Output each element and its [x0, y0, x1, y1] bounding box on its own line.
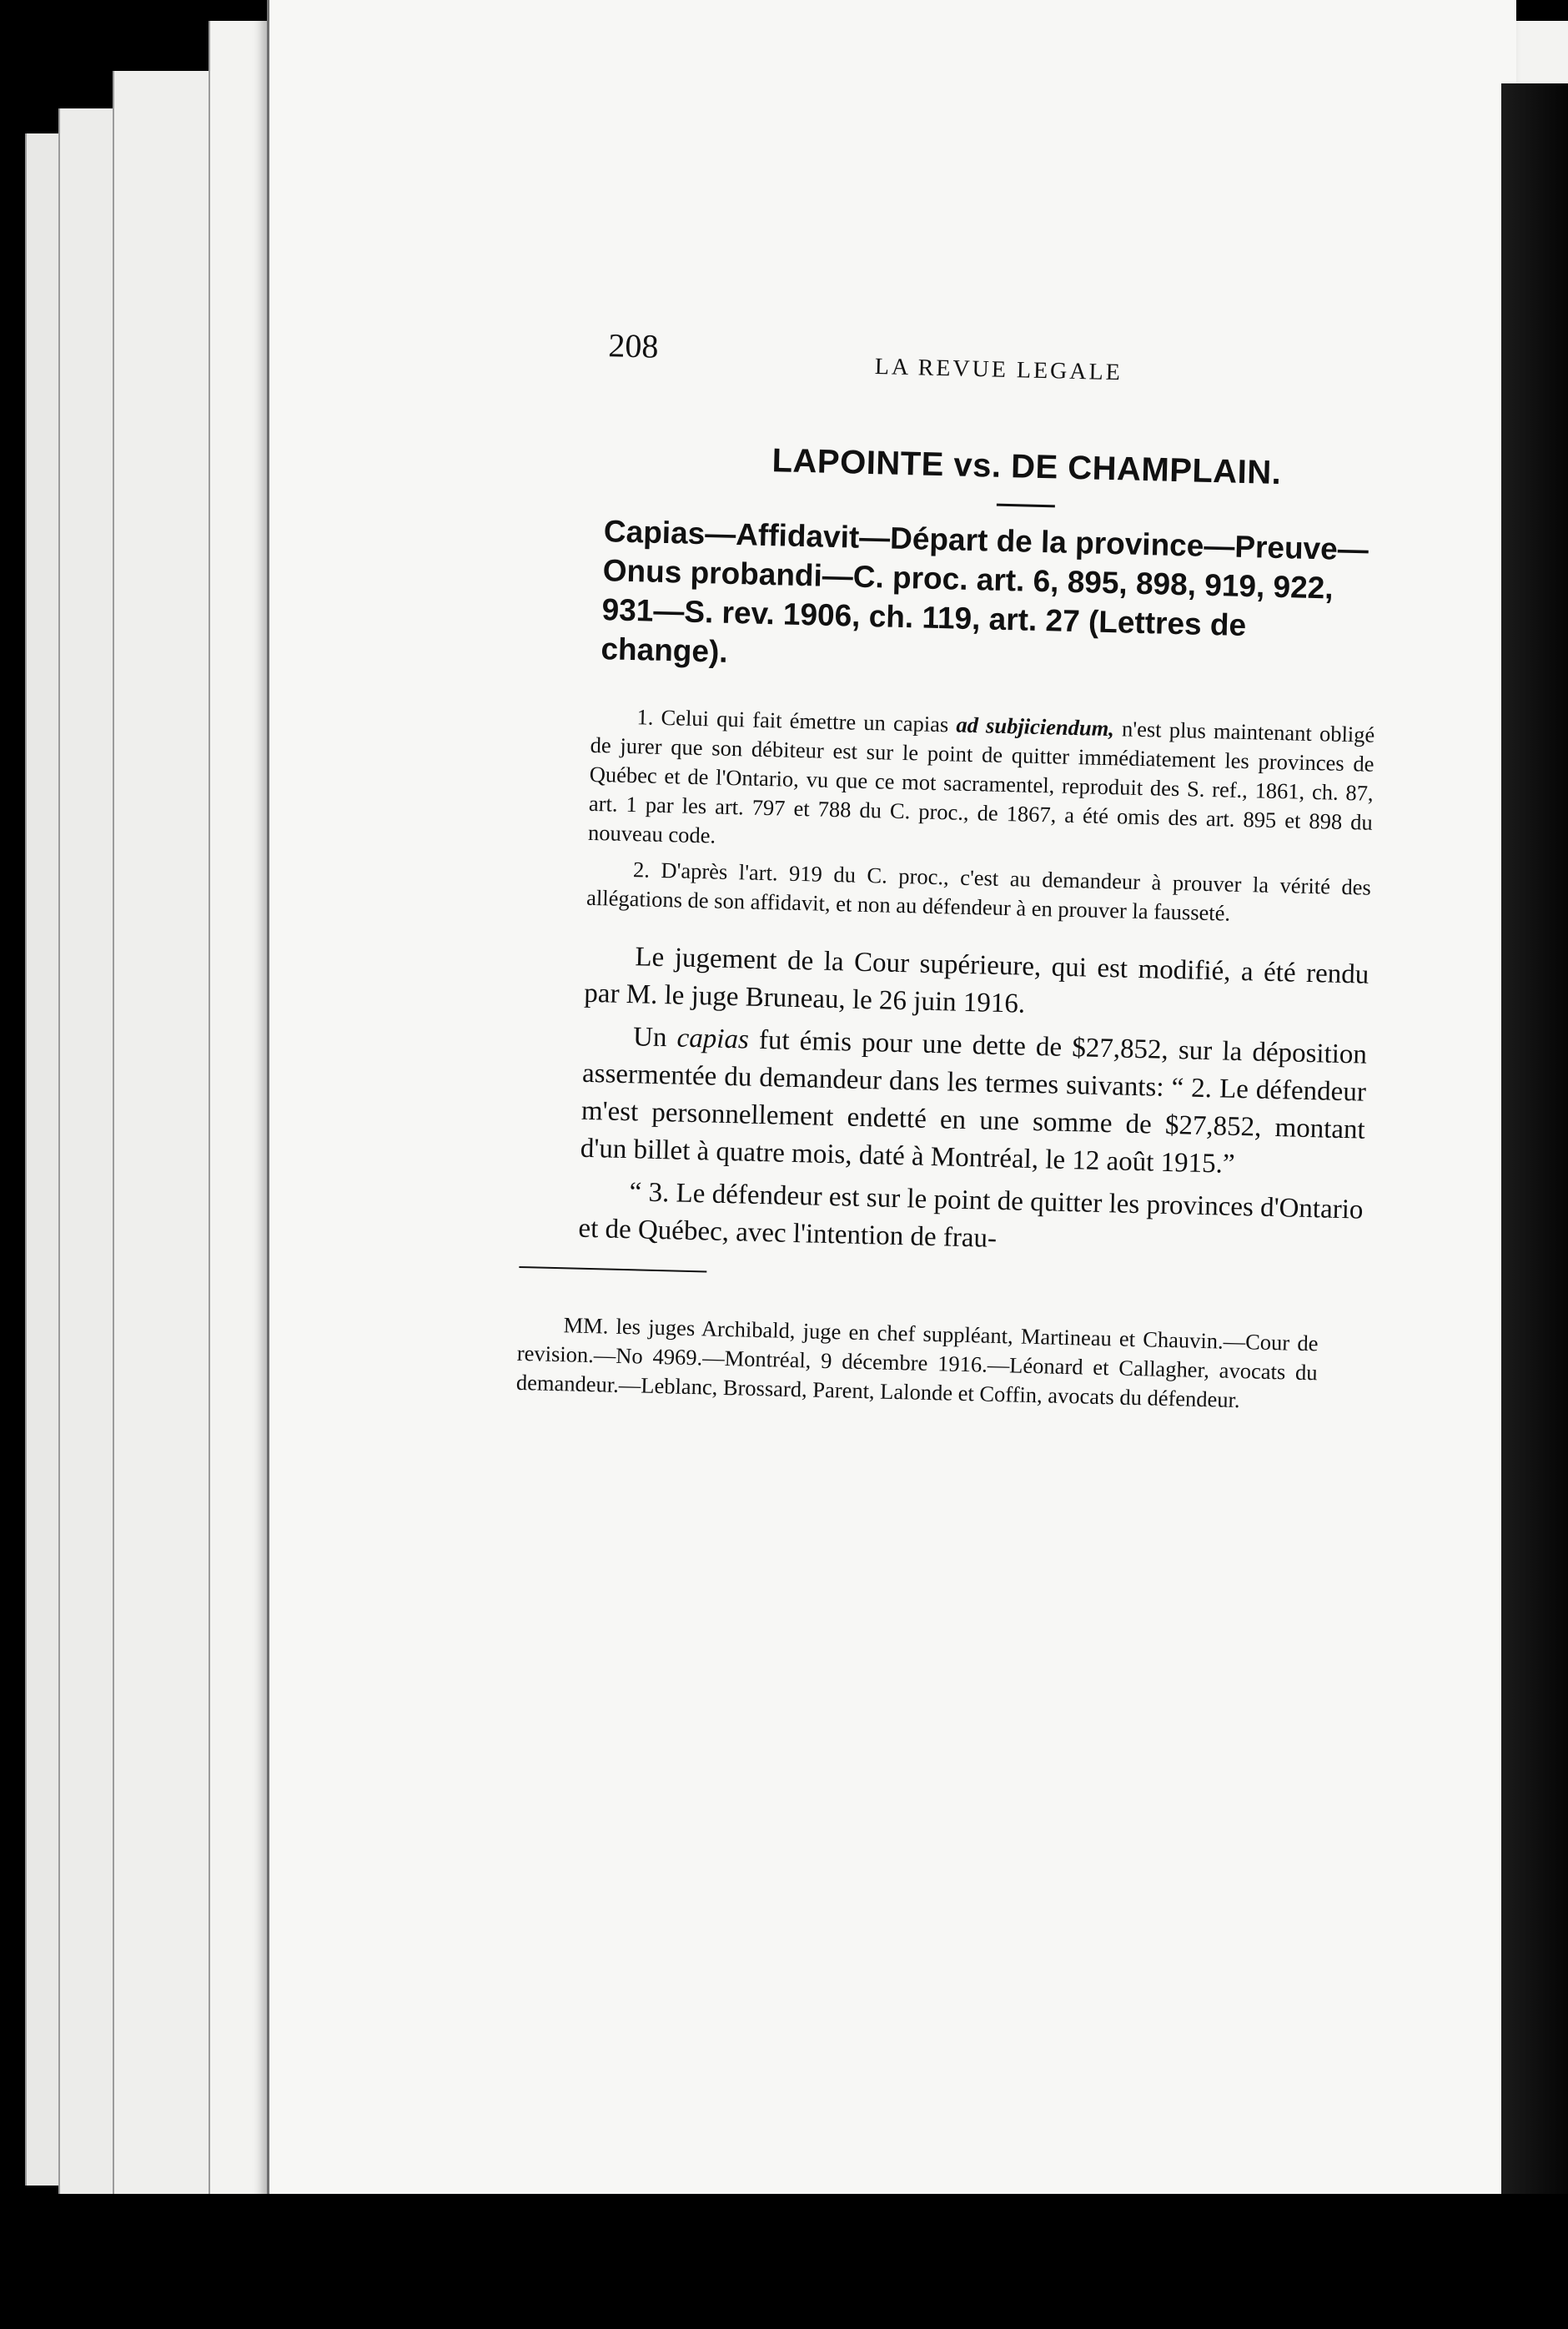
case-title: LAPOINTE vs. DE CHAMPLAIN. — [771, 442, 1282, 491]
case-keywords: Capias—Affidavit—Départ de la province—Preuve—Onus probandi—C. proc. art. 6, 895, 898, 919, 922, 931—S. rev. 1906, ch. 119, art. 27 (Lettres de change). — [601, 514, 1369, 669]
headnote-1-text: 1. Celui qui fait émettre un capias — [636, 704, 957, 737]
journal-name: LA REVUE LEGALE — [874, 354, 1123, 386]
body-paragraph-2 — [580, 1018, 1367, 1187]
headnote-2: 2. D'après l'art. 919 du C. proc., c'est au demandeur à prouver la vérité des allégations de son affidavit, et non au défendeur à en prouver la fausseté. — [585, 857, 1372, 926]
body-paragraph-2-lead: Un — [632, 1022, 678, 1054]
page-content — [515, 325, 1385, 1440]
scan-background — [0, 2194, 1568, 2329]
headnote-1 — [588, 702, 1375, 867]
body-paragraph-1: Le jugement de la Cour supérieure, qui est modifié, a été rendu par M. le juge Bruneau, le 26 juin 1916. — [583, 942, 1369, 1019]
headnote-1-text-cont: n'est plus maintenant obligé de jurer que son débiteur est sur le point de quitter immédiatement les provinces de Québec et de l'Ontario, vu que ce mot sacramentel, reproduit des S. ref., 1861, ch. 87, art. 1 par les art. 797 et 788 du C. proc., de 1867, a été omis des art. 895 et 898 du nouveau code. — [587, 716, 1375, 848]
body-paragraph-2-rest: fut émis pour une dette de $27,852, sur la déposition assermentée du demandeur dans les termes suivants: “ 2. Le défendeur m'est personnellement endetté en une somme de $27,852, montant d'un billet à quatre mois, daté à Montréal, le 12 août 1915.” — [580, 1024, 1368, 1180]
title-rule — [997, 504, 1055, 508]
headnote-1-latin: ad subjiciendum, — [956, 712, 1115, 742]
book-binding-shadow — [1501, 83, 1568, 2219]
body-paragraph-2-italic: capias — [676, 1023, 750, 1055]
body-paragraph-3: “ 3. Le défendeur est sur le point de quitter les provinces d'Ontario et de Québec, avec l'intention de frau- — [578, 1177, 1364, 1254]
footnote: MM. les juges Archibald, juge en chef suppléant, Martineau et Chauvin.—Cour de revision.—No 4969.—Montréal, 9 décembre 1916.—Léonard et Callagher, avocats du demandeur.—Leblanc, Brossard, Parent, Lalonde et Coffin, avocats du défendeur. — [515, 1312, 1319, 1413]
page-number: 208 — [607, 326, 659, 365]
judgment-body — [578, 938, 1369, 1267]
headnotes — [586, 702, 1375, 932]
